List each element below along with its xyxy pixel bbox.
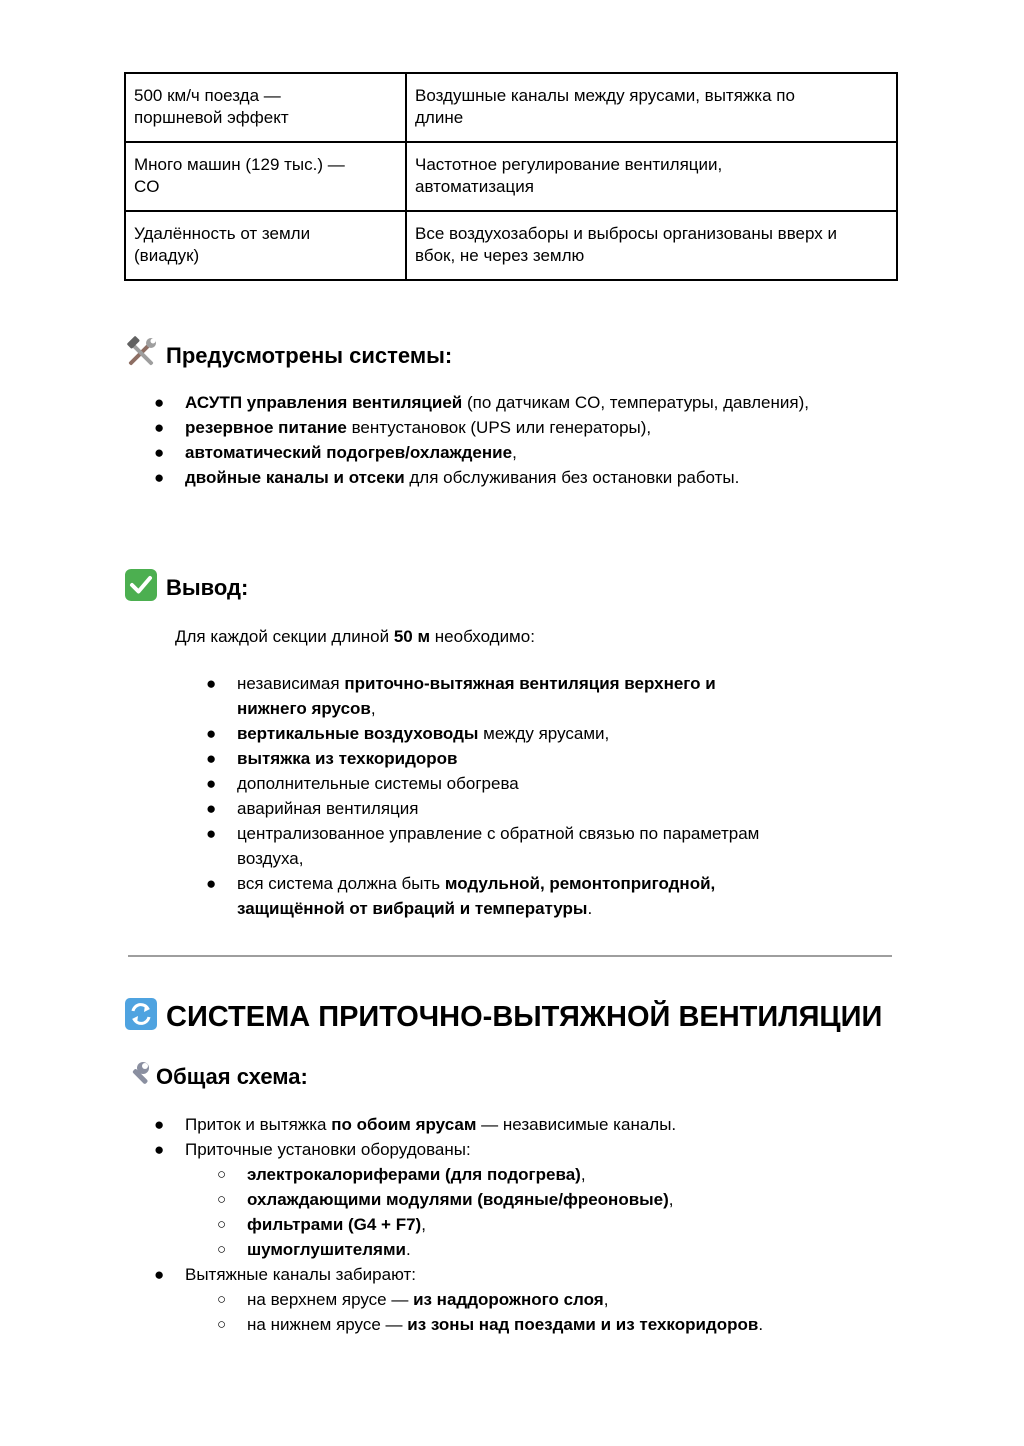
table-row bbox=[125, 211, 897, 280]
list-item: ● двойные каналы и отсеки для обслуживания без остановки работы. bbox=[154, 468, 740, 487]
list-item: ○ электрокалориферами (для подогрева), bbox=[217, 1165, 586, 1184]
list-item: ● вертикальные воздуховоды между ярусами, bbox=[206, 724, 610, 743]
conclusion-intro: Для каждой секции длиной 50 м необходимо: bbox=[175, 627, 535, 646]
sub-list bbox=[185, 1162, 763, 1262]
table-row bbox=[125, 73, 897, 142]
list-item: ● АСУТП управления вентиляцией (по датчикам CO, температуры, давления), bbox=[154, 393, 809, 412]
ventilation-title-text: СИСТЕМА ПРИТОЧНО-ВЫТЯЖНОЙ ВЕНТИЛЯЦИИ bbox=[166, 1001, 883, 1034]
scheme-heading bbox=[124, 1061, 308, 1095]
list-item: ● Приточные установки оборудованы: ○ электрокалориферами (для подогрева), ○ охлаждающими модулями (водяные/фреоновые), ○ фильтрами (G4 + F7), ○ шумоглушителями. bbox=[185, 1137, 763, 1262]
list-item: ● вся система должна быть модульной, ремонтопригодной, защищённой от вибраций и температуры. bbox=[206, 874, 716, 918]
list-item: ● централизованное управление с обратной связью по параметрам воздуха, bbox=[206, 824, 760, 868]
list-item: ● аварийная вентиляция bbox=[206, 799, 419, 818]
sub-list bbox=[185, 1287, 763, 1337]
arrows-cycle-icon bbox=[124, 997, 158, 1040]
list-item: ○ фильтрами (G4 + F7), bbox=[217, 1215, 426, 1234]
list-item: ● Приток и вытяжка по обоим ярусам — независимые каналы. bbox=[154, 1115, 677, 1134]
systems-heading bbox=[124, 336, 452, 378]
table-cell: 500 км/ч поезда — поршневой эффект bbox=[125, 73, 406, 142]
table-cell: Много машин (129 тыс.) — CO bbox=[125, 142, 406, 211]
systems-heading-text: Предусмотрены системы: bbox=[166, 342, 453, 368]
section-divider bbox=[128, 955, 892, 957]
list-item: ● дополнительные системы обогрева bbox=[206, 774, 519, 793]
scheme-list bbox=[154, 1112, 764, 1337]
wrench-icon bbox=[124, 1061, 150, 1095]
list-item: ● автоматический подогрев/охлаждение, bbox=[154, 443, 517, 462]
conclusion-list bbox=[206, 671, 760, 921]
table-cell: Воздушные каналы между ярусами, вытяжка по длине bbox=[406, 73, 897, 142]
systems-list bbox=[154, 390, 809, 490]
table-cell: Частотное регулирование вентиляции, автоматизация bbox=[406, 142, 897, 211]
hammer-wrench-icon bbox=[124, 336, 158, 378]
scheme-heading-text: Общая схема: bbox=[156, 1063, 308, 1089]
list-item: ● вытяжка из техкоридоров bbox=[206, 749, 458, 768]
list-item: ● Вытяжные каналы забирают: ○ на верхнем ярусе — из наддорожного слоя, ○ на нижнем ярусе — из зоны над поездами и из техкоридоров. bbox=[185, 1262, 763, 1337]
check-mark-icon bbox=[124, 568, 158, 610]
comparison-table bbox=[124, 72, 898, 281]
list-item: ○ на нижнем ярусе — из зоны над поездами и из техкоридоров. bbox=[217, 1315, 764, 1334]
list-item: ● независимая приточно-вытяжная вентиляция верхнего и нижнего ярусов, bbox=[206, 674, 716, 718]
list-item: ○ на верхнем ярусе — из наддорожного слоя, bbox=[217, 1290, 609, 1309]
list-item: ○ шумоглушителями. bbox=[217, 1240, 411, 1259]
ventilation-title bbox=[124, 997, 882, 1040]
table-row bbox=[125, 142, 897, 211]
conclusion-heading bbox=[124, 568, 248, 610]
conclusion-heading-text: Вывод: bbox=[166, 574, 249, 600]
list-item: ○ охлаждающими модулями (водяные/фреоновые), bbox=[217, 1190, 674, 1209]
table-cell: Удалённость от земли (виадук) bbox=[125, 211, 406, 280]
list-item: ● резервное питание вентустановок (UPS или генераторы), bbox=[154, 418, 652, 437]
table-cell: Все воздухозаборы и выбросы организованы вверх и вбок, не через землю bbox=[406, 211, 897, 280]
